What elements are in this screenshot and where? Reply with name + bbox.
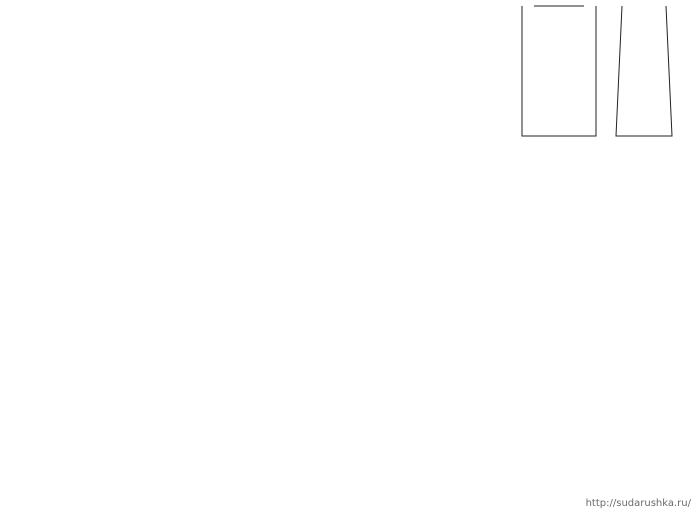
text-column-2 — [180, 0, 346, 494]
watermark: http://sudarushka.ru/ — [585, 498, 691, 509]
garment-schematics — [510, 0, 699, 146]
text-column-3 — [352, 0, 512, 494]
text-column-4 — [519, 148, 695, 494]
text-column-1 — [8, 0, 174, 494]
